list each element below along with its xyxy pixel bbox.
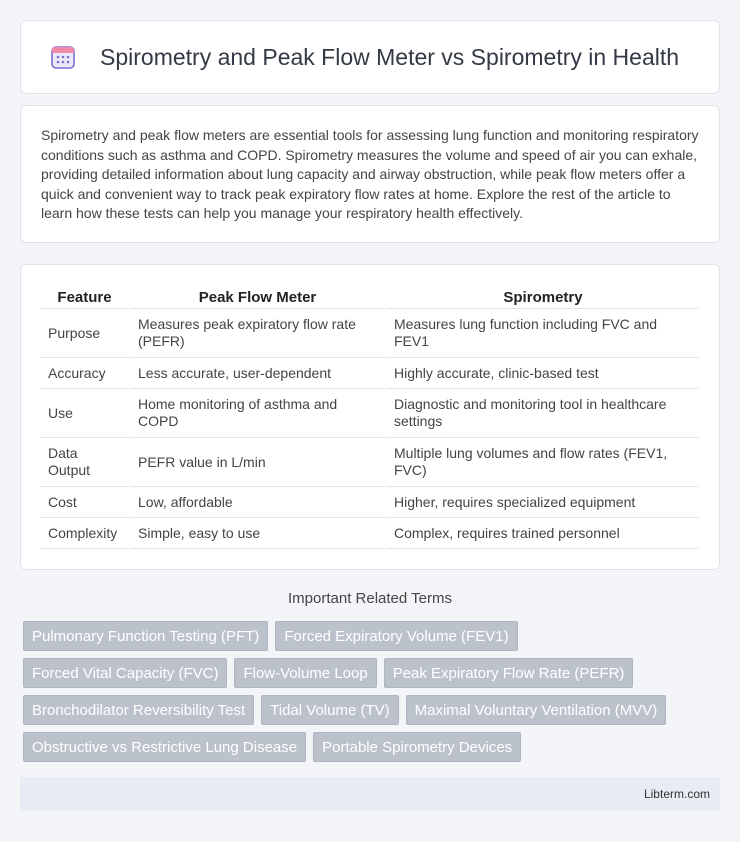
cell-feature: Data Output [41, 438, 128, 487]
term-tag[interactable]: Peak Expiratory Flow Rate (PEFR) [384, 658, 634, 688]
footer-site-link[interactable]: Libterm.com [643, 787, 710, 801]
cell-peak-flow: Simple, easy to use [128, 518, 384, 549]
related-terms-list [20, 621, 710, 762]
cell-peak-flow: Less accurate, user-dependent [128, 358, 384, 389]
term-tag[interactable]: Portable Spirometry Devices [313, 732, 521, 762]
calendar-icon [48, 42, 78, 72]
cell-feature: Complexity [41, 518, 128, 549]
cell-spirometry: Diagnostic and monitoring tool in healthcare settings [384, 389, 699, 438]
header-peak-flow-meter: Peak Flow Meter [128, 283, 384, 309]
related-terms-section [20, 590, 720, 762]
page-title: Spirometry and Peak Flow Meter vs Spirometry in Health [100, 43, 680, 70]
term-tag[interactable]: Maximal Voluntary Ventilation (MVV) [406, 695, 667, 725]
header-feature: Feature [41, 283, 128, 309]
term-tag[interactable]: Tidal Volume (TV) [261, 695, 398, 725]
comparison-card [20, 264, 720, 570]
table-row [41, 438, 699, 487]
table-header-row [41, 283, 699, 309]
cell-spirometry: Highly accurate, clinic-based test [384, 358, 699, 389]
cell-feature: Purpose [41, 309, 128, 358]
cell-spirometry: Multiple lung volumes and flow rates (FEV1, FVC) [384, 438, 699, 487]
cell-spirometry: Higher, requires specialized equipment [384, 487, 699, 518]
cell-peak-flow: PEFR value in L/min [128, 438, 384, 487]
term-tag[interactable]: Forced Expiratory Volume (FEV1) [275, 621, 517, 651]
cell-feature: Use [41, 389, 128, 438]
term-tag[interactable]: Forced Vital Capacity (FVC) [23, 658, 227, 688]
table-row [41, 518, 699, 549]
header-spirometry: Spirometry [384, 283, 699, 309]
cell-spirometry: Measures lung function including FVC and FEV1 [384, 309, 699, 358]
footer [20, 777, 720, 811]
term-tag[interactable]: Obstructive vs Restrictive Lung Disease [23, 732, 306, 762]
term-tag[interactable]: Pulmonary Function Testing (PFT) [23, 621, 268, 651]
header-card [20, 20, 720, 94]
table-row [41, 309, 699, 358]
term-tag[interactable]: Flow-Volume Loop [234, 658, 376, 688]
table-row [41, 358, 699, 389]
cell-peak-flow: Measures peak expiratory flow rate (PEFR) [128, 309, 384, 358]
related-terms-heading: Important Related Terms [288, 590, 452, 607]
table-row [41, 389, 699, 438]
cell-feature: Accuracy [41, 358, 128, 389]
comparison-table [41, 283, 699, 549]
cell-peak-flow: Low, affordable [128, 487, 384, 518]
term-tag[interactable]: Bronchodilator Reversibility Test [23, 695, 254, 725]
intro-card [20, 105, 720, 243]
cell-spirometry: Complex, requires trained personnel [384, 518, 699, 549]
cell-feature: Cost [41, 487, 128, 518]
intro-paragraph: Spirometry and peak flow meters are essential tools for assessing lung function and monitoring respiratory conditions such as asthma and COPD. Spirometry measures the volume and speed of air you can exhale, providing detailed information about lung capacity and airway obstruction, while peak flow meters offer a quick and convenient way to track peak expiratory flow rates at home. Explore the rest of the article to learn how these tests can help you manage your respiratory health effectively. [41, 127, 699, 222]
cell-peak-flow: Home monitoring of asthma and COPD [128, 389, 384, 438]
table-row [41, 487, 699, 518]
